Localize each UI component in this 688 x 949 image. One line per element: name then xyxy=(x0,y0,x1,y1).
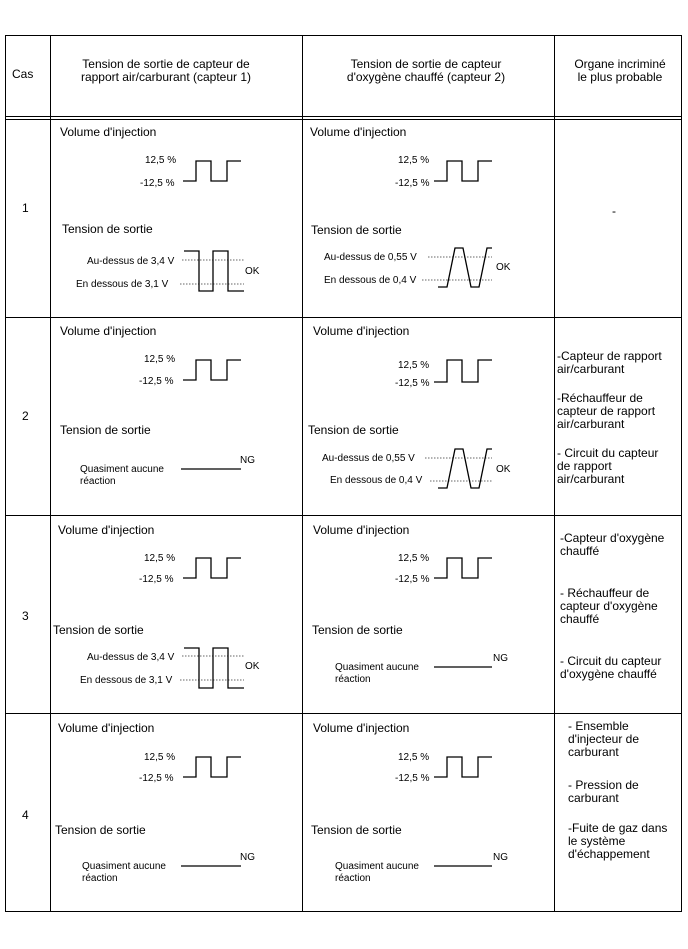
tension-sortie-label: Tension de sortie xyxy=(312,623,403,637)
threshold-below-label: En dessous de 0,4 V xyxy=(324,275,417,286)
ng-label: NG xyxy=(240,852,255,863)
percent-plus-label: 12,5 % xyxy=(144,553,176,564)
ng-label: NG xyxy=(240,455,255,466)
output-wave-r3-c1 xyxy=(184,648,244,688)
organe-r2-3: - Circuit du capteur de rapport air/carburant xyxy=(557,446,659,486)
percent-minus-label: -12,5 % xyxy=(139,376,174,387)
tension-sortie-label: Tension de sortie xyxy=(308,423,399,437)
injection-wave-r4-c1 xyxy=(183,757,241,777)
ok-label: OK xyxy=(496,262,511,273)
percent-plus-label: 12,5 % xyxy=(398,752,430,763)
quasi-label-1: Quasiment aucune xyxy=(335,662,419,673)
quasi-label-2: réaction xyxy=(335,873,371,884)
volume-injection-label: Volume d'injection xyxy=(313,324,410,338)
organe-r4-2: - Pression de carburant xyxy=(568,778,639,805)
quasi-label-1: Quasiment aucune xyxy=(80,464,164,475)
quasi-label-2: réaction xyxy=(82,873,118,884)
threshold-above-label: Au-dessus de 3,4 V xyxy=(87,256,175,267)
tension-sortie-label: Tension de sortie xyxy=(60,423,151,437)
organe-r3-1: -Capteur d'oxygène chauffé xyxy=(560,531,665,558)
ng-label: NG xyxy=(493,653,508,664)
organe-r4-1: - Ensemble d'injecteur de carburant xyxy=(568,719,640,759)
injection-wave-r4-c2 xyxy=(434,757,492,777)
ng-label: NG xyxy=(493,852,508,863)
volume-injection-label: Volume d'injection xyxy=(313,523,410,537)
percent-minus-label: -12,5 % xyxy=(395,378,430,389)
output-waves xyxy=(184,248,492,688)
volume-injection-label: Volume d'injection xyxy=(310,125,407,139)
threshold-above-label: Au-dessus de 0,55 V xyxy=(322,453,415,464)
tension-sortie-label: Tension de sortie xyxy=(55,823,146,837)
volume-injection-label: Volume d'injection xyxy=(58,523,155,537)
output-wave-r1-c2 xyxy=(438,248,492,287)
quasi-label-1: Quasiment aucune xyxy=(82,861,166,872)
quasi-label-1: Quasiment aucune xyxy=(335,861,419,872)
organe-r3-2: - Réchauffeur de capteur d'oxygène chauffé xyxy=(560,586,658,626)
injection-wave-r2-c1 xyxy=(183,360,241,380)
percent-minus-label: -12,5 % xyxy=(395,574,430,585)
cas-number-3: 3 xyxy=(22,609,29,623)
cas-number-4: 4 xyxy=(22,808,29,822)
threshold-above-label: Au-dessus de 0,55 V xyxy=(324,252,417,263)
injection-wave-r3-c2 xyxy=(434,558,492,578)
header-organe: Organe incriminé le plus probable xyxy=(574,57,666,84)
organe-r1: - xyxy=(612,204,616,218)
output-wave-r2-c2 xyxy=(438,449,492,488)
threshold-below-label: En dessous de 3,1 V xyxy=(80,675,173,686)
volume-injection-label: Volume d'injection xyxy=(58,721,155,735)
ok-label: OK xyxy=(245,661,260,672)
output-wave-r1-c1 xyxy=(184,251,244,291)
volume-injection-label: Volume d'injection xyxy=(60,125,157,139)
ok-label: OK xyxy=(245,266,260,277)
percent-minus-label: -12,5 % xyxy=(139,773,174,784)
tension-sortie-label: Tension de sortie xyxy=(62,222,153,236)
percent-minus-label: -12,5 % xyxy=(395,773,430,784)
header-capteur1: Tension de sortie de capteur de rapport air/carburant (capteur 1) xyxy=(80,57,252,84)
header-capteur2: Tension de sortie de capteur d'oxygène chauffé (capteur 2) xyxy=(346,57,506,84)
injection-wave-r2-c2 xyxy=(434,360,492,382)
organe-r2-2: -Réchauffeur de capteur de rapport air/carburant xyxy=(557,391,656,431)
cas-number-2: 2 xyxy=(22,409,29,423)
percent-minus-label: -12,5 % xyxy=(139,574,174,585)
header-cas: Cas xyxy=(12,67,34,81)
organe-r3-3: - Circuit du capteur d'oxygène chauffé xyxy=(560,654,662,681)
threshold-above-label: Au-dessus de 3,4 V xyxy=(87,652,175,663)
tension-sortie-label: Tension de sortie xyxy=(53,623,144,637)
percent-minus-label: -12,5 % xyxy=(140,178,175,189)
volume-injection-label: Volume d'injection xyxy=(313,721,410,735)
quasi-label-2: réaction xyxy=(335,674,371,685)
percent-plus-label: 12,5 % xyxy=(398,553,430,564)
injection-wave-r1-c1 xyxy=(183,161,241,181)
tension-sortie-label: Tension de sortie xyxy=(311,823,402,837)
ok-label: OK xyxy=(496,464,511,475)
quasi-label-2: réaction xyxy=(80,476,116,487)
percent-plus-label: 12,5 % xyxy=(144,752,176,763)
injection-wave-r3-c1 xyxy=(183,558,241,578)
percent-plus-label: 12,5 % xyxy=(145,155,177,166)
percent-minus-label: -12,5 % xyxy=(395,178,430,189)
threshold-below-label: En dessous de 3,1 V xyxy=(76,279,169,290)
organe-r4-3: -Fuite de gaz dans le système d'échappement xyxy=(568,821,668,861)
threshold-below-label: En dessous de 0,4 V xyxy=(330,475,423,486)
cas-number-1: 1 xyxy=(22,201,29,215)
injection-wave-r1-c2 xyxy=(434,161,492,181)
tension-sortie-label: Tension de sortie xyxy=(311,223,402,237)
volume-injection-label: Volume d'injection xyxy=(60,324,157,338)
percent-plus-label: 12,5 % xyxy=(398,360,430,371)
percent-plus-label: 12,5 % xyxy=(144,354,176,365)
organe-r2-1: -Capteur de rapport air/carburant xyxy=(557,349,662,376)
percent-plus-label: 12,5 % xyxy=(398,155,430,166)
